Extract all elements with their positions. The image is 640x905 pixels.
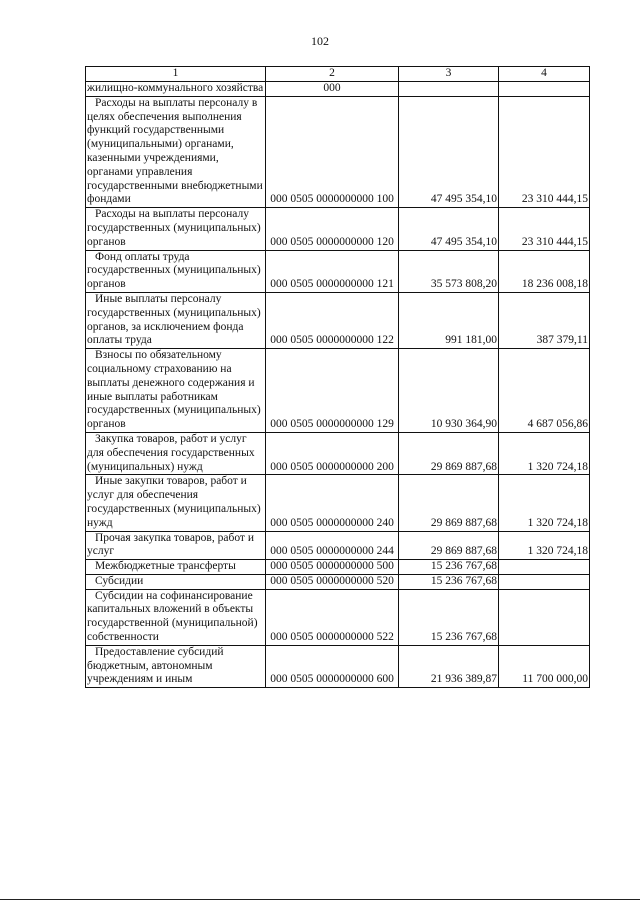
table-row (86, 475, 590, 531)
footer-rule (0, 899, 640, 900)
row-code: 000 0505 0000000000 100 (266, 96, 399, 207)
row-name: Иные закупки товаров, работ и услуг для обеспечения государственных (муниципальных) нужд (86, 475, 266, 531)
table-row (86, 560, 590, 575)
row-name: Межбюджетные трансферты (86, 560, 266, 575)
header-row (86, 67, 590, 82)
budget-table (85, 66, 590, 688)
row-code: 000 0505 0000000000 200 (266, 432, 399, 474)
table-row (86, 432, 590, 474)
row-value-fact: 23 310 444,15 (499, 208, 590, 250)
row-name: Расходы на выплаты персоналу государственных (муниципальных) органов (86, 208, 266, 250)
row-code: 000 0505 0000000000 500 (266, 560, 399, 575)
row-value-fact: 387 379,11 (499, 292, 590, 348)
row-value-plan: 29 869 887,68 (399, 475, 499, 531)
row-code: 000 0505 0000000000 520 (266, 574, 399, 589)
table-row (86, 531, 590, 560)
table-row (86, 589, 590, 645)
row-value-fact: 1 320 724,18 (499, 475, 590, 531)
row-value-plan: 29 869 887,68 (399, 432, 499, 474)
header-col-1: 1 (86, 67, 266, 82)
table-row (86, 82, 590, 97)
row-code: 000 0505 0000000000 122 (266, 292, 399, 348)
row-value-fact (499, 82, 590, 97)
table-row (86, 208, 590, 250)
row-value-plan: 10 930 364,90 (399, 349, 499, 433)
row-value-plan: 47 495 354,10 (399, 96, 499, 207)
header-col-2: 2 (266, 67, 399, 82)
row-value-fact: 11 700 000,00 (499, 645, 590, 687)
row-value-plan: 15 236 767,68 (399, 589, 499, 645)
row-code: 000 (266, 82, 399, 97)
row-code: 000 0505 0000000000 121 (266, 250, 399, 292)
row-value-plan: 15 236 767,68 (399, 560, 499, 575)
row-value-plan: 35 573 808,20 (399, 250, 499, 292)
row-value-plan: 47 495 354,10 (399, 208, 499, 250)
header-col-4: 4 (499, 67, 590, 82)
row-code: 000 0505 0000000000 240 (266, 475, 399, 531)
row-value-fact (499, 560, 590, 575)
row-value-fact (499, 574, 590, 589)
row-value-fact: 1 320 724,18 (499, 432, 590, 474)
row-value-fact: 4 687 056,86 (499, 349, 590, 433)
table-row (86, 349, 590, 433)
row-value-plan (399, 82, 499, 97)
table-row (86, 645, 590, 687)
row-name: Предоставление субсидий бюджетным, автономным учреждениям и иным (86, 645, 266, 687)
row-value-plan: 29 869 887,68 (399, 531, 499, 560)
table-row (86, 250, 590, 292)
row-name: Субсидии (86, 574, 266, 589)
row-name: Закупка товаров, работ и услуг для обеспечения государственных (муниципальных) нужд (86, 432, 266, 474)
row-value-plan: 991 181,00 (399, 292, 499, 348)
row-name: Расходы на выплаты персоналу в целях обеспечения выполнения функций государственными (муниципальными) органами, казенными учреждениями, органами управления государственными внебюджетными фондами (86, 96, 266, 207)
row-value-fact (499, 589, 590, 645)
row-value-plan: 21 936 389,87 (399, 645, 499, 687)
row-value-fact: 18 236 008,18 (499, 250, 590, 292)
row-name: Взносы по обязательному социальному страхованию на выплаты денежного содержания и иные выплаты работникам государственных (муниципальных) органов (86, 349, 266, 433)
row-name: Прочая закупка товаров, работ и услуг (86, 531, 266, 560)
row-code: 000 0505 0000000000 244 (266, 531, 399, 560)
table-row (86, 574, 590, 589)
row-code: 000 0505 0000000000 600 (266, 645, 399, 687)
row-value-plan: 15 236 767,68 (399, 574, 499, 589)
row-name: Иные выплаты персоналу государственных (муниципальных) органов, за исключением фонда оплаты труда (86, 292, 266, 348)
header-col-3: 3 (399, 67, 499, 82)
row-name: жилищно-коммунального хозяйства (86, 82, 266, 97)
row-value-fact: 23 310 444,15 (499, 96, 590, 207)
table-row (86, 292, 590, 348)
row-code: 000 0505 0000000000 129 (266, 349, 399, 433)
table-row (86, 96, 590, 207)
row-code: 000 0505 0000000000 522 (266, 589, 399, 645)
row-code: 000 0505 0000000000 120 (266, 208, 399, 250)
row-name: Субсидии на софинансирование капитальных вложений в объекты государственной (муниципальной) собственности (86, 589, 266, 645)
row-value-fact: 1 320 724,18 (499, 531, 590, 560)
row-name: Фонд оплаты труда государственных (муниципальных) органов (86, 250, 266, 292)
page-number: 102 (311, 34, 329, 48)
